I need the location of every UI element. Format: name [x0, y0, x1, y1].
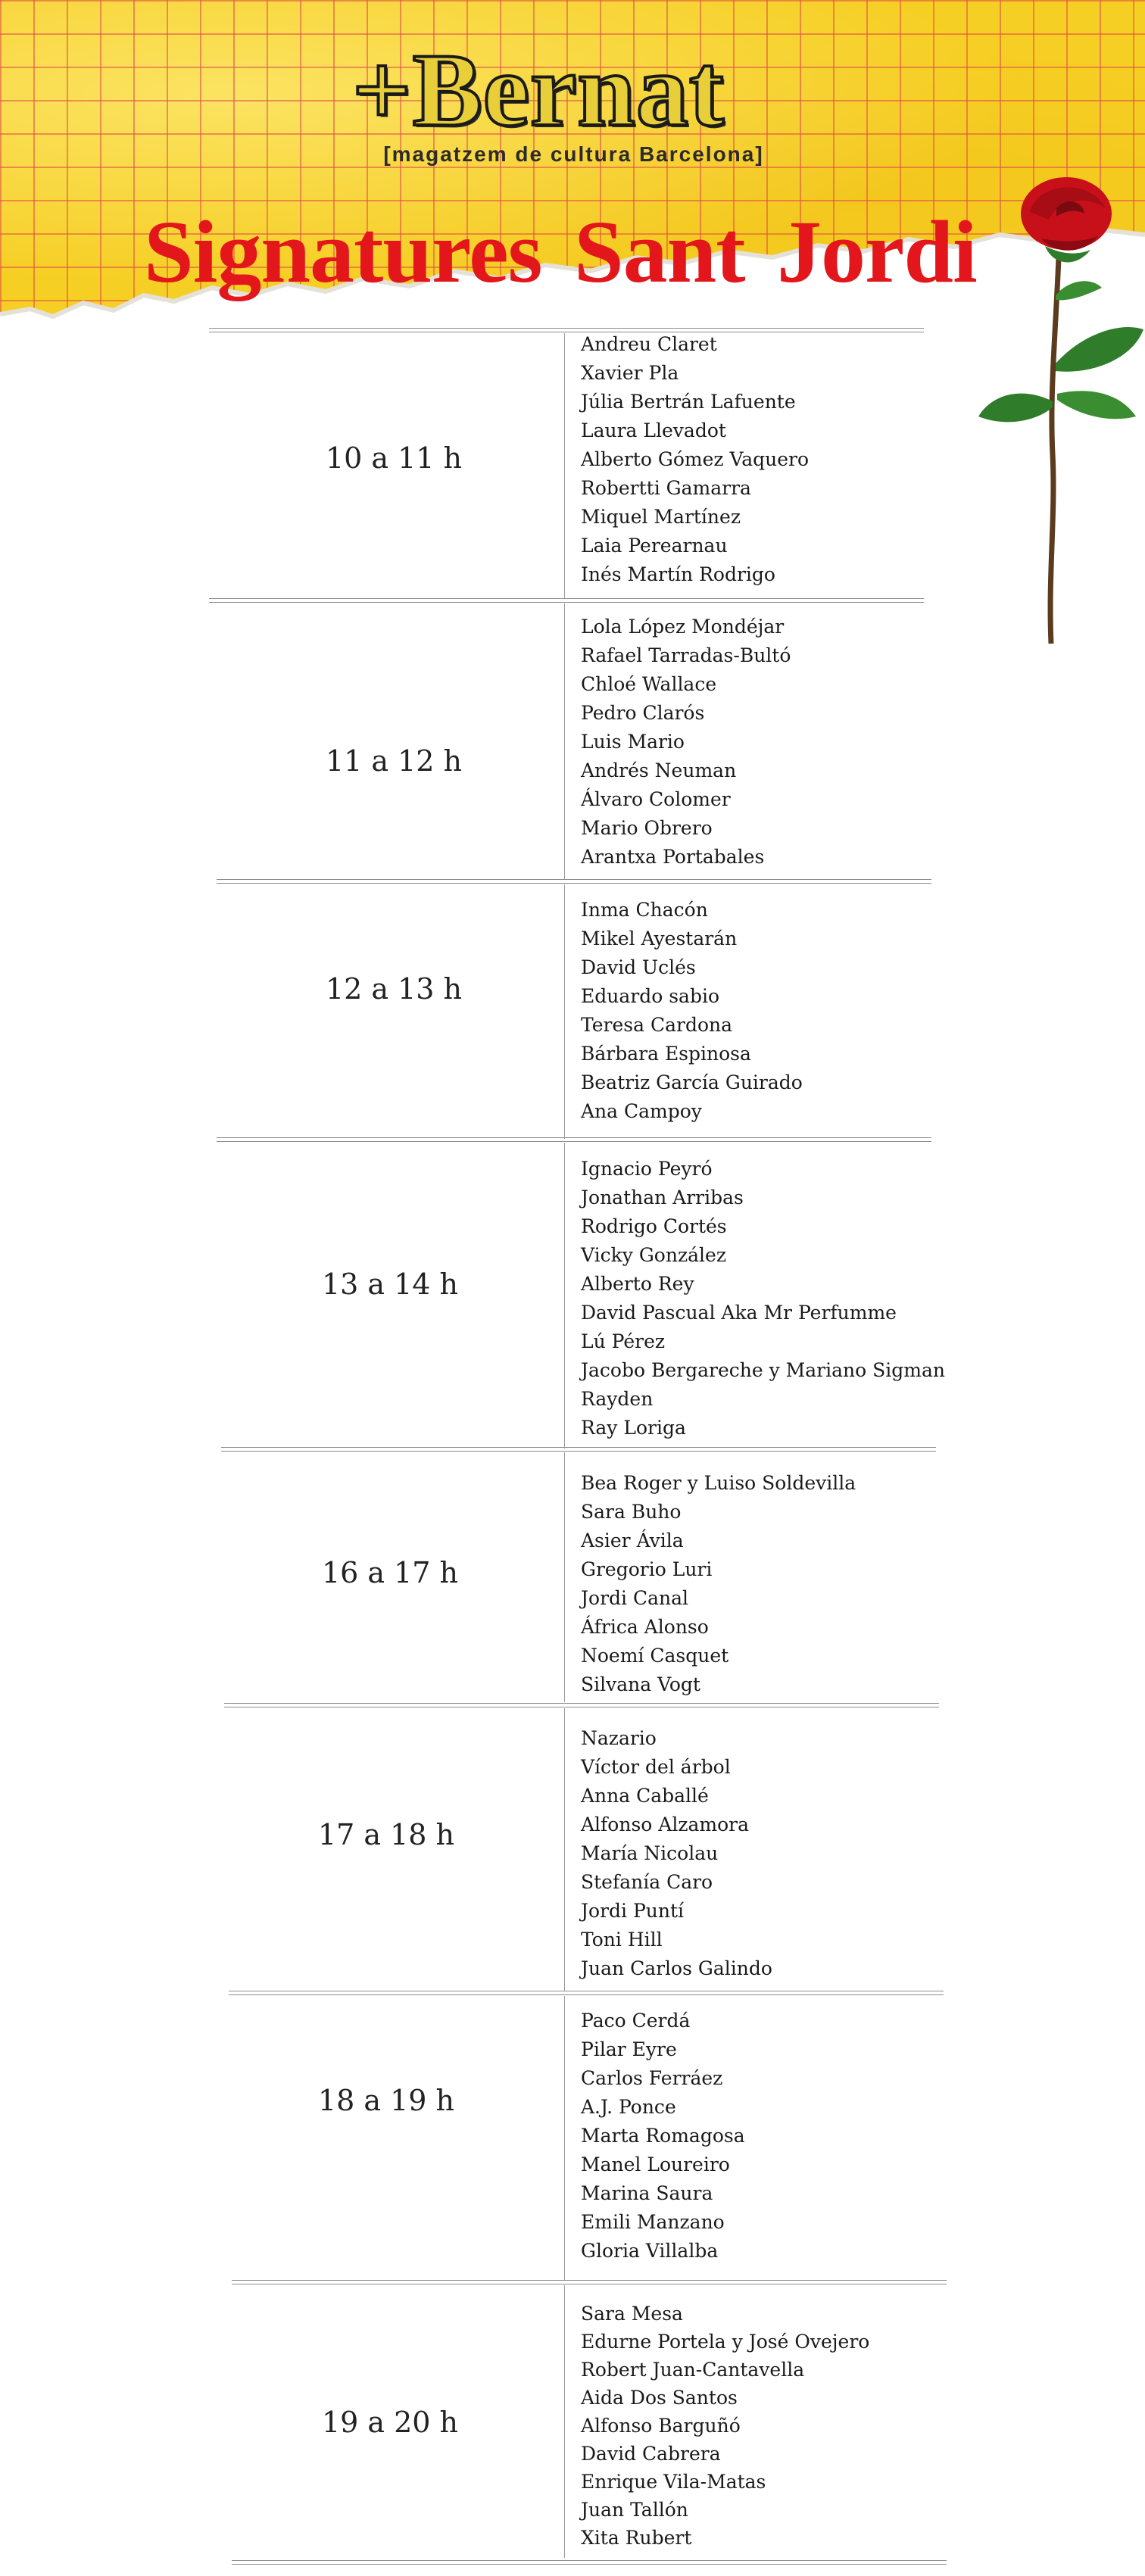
author-name: Xita Rubert — [581, 2527, 692, 2549]
author-name: Rafael Tarradas-Bultó — [581, 644, 791, 666]
author-name: Álvaro Colomer — [581, 788, 731, 810]
author-name: Luis Mario — [581, 731, 685, 753]
row-divider — [209, 598, 924, 603]
author-name: David Pascual Aka Mr Perfumme — [581, 1302, 897, 1324]
author-name: Emili Manzano — [581, 2211, 725, 2233]
time-label: 11 a 12 h — [325, 744, 463, 778]
author-name: Nazario — [581, 1727, 657, 1749]
author-name: Anna Caballé — [581, 1785, 709, 1807]
row-divider — [217, 1137, 931, 1142]
time-label: 19 a 20 h — [321, 2406, 459, 2439]
author-name: Asier Ávila — [581, 1530, 684, 1552]
time-label: 12 a 13 h — [325, 972, 463, 1006]
author-name: Xavier Pla — [581, 362, 679, 384]
author-name: A.J. Ponce — [581, 2096, 676, 2118]
author-name: Miquel Martínez — [581, 506, 741, 528]
author-name: Víctor del árbol — [581, 1756, 731, 1778]
author-list — [581, 896, 803, 1126]
author-name: Lola López Mondéjar — [581, 616, 785, 638]
author-name: Sara Mesa — [581, 2303, 683, 2325]
author-name: Vicky González — [581, 1244, 726, 1266]
author-name: Jordi Puntí — [581, 1900, 685, 1922]
row-divider — [221, 1447, 936, 1452]
author-name: María Nicolau — [581, 1842, 719, 1864]
author-name: Ana Campoy — [581, 1100, 702, 1122]
time-label: 13 a 14 h — [321, 1268, 459, 1301]
author-name: Edurne Portela y José Ovejero — [581, 2331, 870, 2353]
author-name: Ray Loriga — [581, 1417, 686, 1439]
author-name: Jacobo Bergareche y Mariano Sigman — [581, 1359, 945, 1381]
column-divider — [564, 1708, 565, 1991]
time-label: 18 a 19 h — [317, 2084, 455, 2117]
column-divider — [564, 1143, 565, 1449]
author-list — [581, 1724, 772, 1983]
author-name: Mario Obrero — [581, 817, 713, 839]
author-name: Mikel Ayestarán — [581, 928, 738, 950]
logo-wordmark: +Bernat — [352, 32, 725, 148]
author-name: Sara Buho — [581, 1501, 682, 1523]
column-divider — [564, 333, 565, 598]
time-label: 10 a 11 h — [325, 441, 463, 475]
author-name: Júlia Bertrán Lafuente — [581, 391, 796, 413]
time-label: 16 a 17 h — [321, 1556, 459, 1589]
author-name: Enrique Vila-Matas — [581, 2471, 766, 2493]
row-divider — [209, 328, 924, 332]
column-divider — [564, 1452, 565, 1702]
author-name: Juan Tallón — [581, 2499, 688, 2521]
row-divider — [229, 1991, 944, 1995]
author-list — [581, 2300, 869, 2552]
author-name: Chloé Wallace — [581, 673, 717, 695]
author-name: Rodrigo Cortés — [581, 1215, 727, 1237]
author-list — [581, 2007, 745, 2266]
author-name: Toni Hill — [581, 1929, 663, 1951]
logo-tagline: [magatzem de cultura Barcelona] — [383, 142, 764, 166]
author-name: Paco Cerdá — [581, 2010, 691, 2032]
author-name: Alberto Rey — [581, 1273, 694, 1295]
author-name: África Alonso — [581, 1616, 709, 1638]
column-divider — [564, 2285, 565, 2558]
author-name: Juan Carlos Galindo — [581, 1957, 772, 1979]
author-name: Manel Loureiro — [581, 2153, 730, 2175]
author-name: Stefanía Caro — [581, 1871, 713, 1893]
author-name: Teresa Cardona — [581, 1014, 732, 1036]
author-name: Andrés Neuman — [581, 759, 737, 781]
author-name: Alfonso Barguñó — [581, 2415, 741, 2437]
author-name: Pilar Eyre — [581, 2038, 677, 2060]
author-name: Silvana Vogt — [581, 1673, 700, 1695]
author-name: Pedro Clarós — [581, 702, 705, 724]
row-divider — [224, 1703, 939, 1707]
time-label: 17 a 18 h — [317, 1818, 455, 1851]
author-name: Ignacio Peyró — [581, 1158, 713, 1180]
author-name: Bárbara Espinosa — [581, 1043, 751, 1065]
author-name: Alfonso Alzamora — [581, 1813, 750, 1835]
page-title: Signatures Sant Jordi — [144, 202, 977, 301]
author-list — [581, 1469, 856, 1699]
author-name: Bea Roger y Luiso Soldevilla — [581, 1472, 856, 1494]
author-name: Inés Martín Rodrigo — [581, 563, 775, 585]
author-name: Alberto Gómez Vaquero — [581, 448, 810, 470]
author-name: Gloria Villalba — [581, 2240, 719, 2262]
author-list — [581, 613, 791, 872]
author-name: Jonathan Arribas — [581, 1187, 744, 1208]
author-list — [581, 330, 809, 589]
column-divider — [564, 603, 565, 879]
author-name: Jordi Canal — [581, 1587, 689, 1609]
row-divider — [232, 2280, 947, 2284]
row-divider — [232, 2560, 947, 2565]
author-name: Beatriz García Guirado — [581, 1071, 803, 1093]
author-name: Gregorio Luri — [581, 1558, 713, 1580]
author-name: Aida Dos Santos — [581, 2387, 738, 2409]
author-name: Carlos Ferráez — [581, 2067, 723, 2089]
author-name: Arantxa Portabales — [581, 846, 765, 868]
column-divider — [564, 1996, 565, 2281]
author-name: Inma Chacón — [581, 899, 708, 921]
author-name: Laura Llevadot — [581, 419, 726, 441]
author-name: Marina Saura — [581, 2182, 713, 2204]
author-name: Rayden — [581, 1388, 654, 1410]
author-name: Laia Perearnau — [581, 535, 728, 557]
author-name: Noemí Casquet — [581, 1645, 729, 1667]
author-list — [581, 1155, 945, 1442]
row-divider — [217, 879, 931, 884]
author-name: David Uclés — [581, 956, 696, 978]
author-name: David Cabrera — [581, 2443, 721, 2465]
author-name: Marta Romagosa — [581, 2125, 745, 2147]
author-name: Andreu Claret — [581, 333, 717, 355]
author-name: Robertti Gamarra — [581, 477, 751, 499]
author-name: Lú Pérez — [581, 1330, 666, 1352]
author-name: Robert Juan-Cantavella — [581, 2359, 805, 2381]
column-divider — [564, 884, 565, 1139]
author-name: Eduardo sabio — [581, 985, 719, 1007]
